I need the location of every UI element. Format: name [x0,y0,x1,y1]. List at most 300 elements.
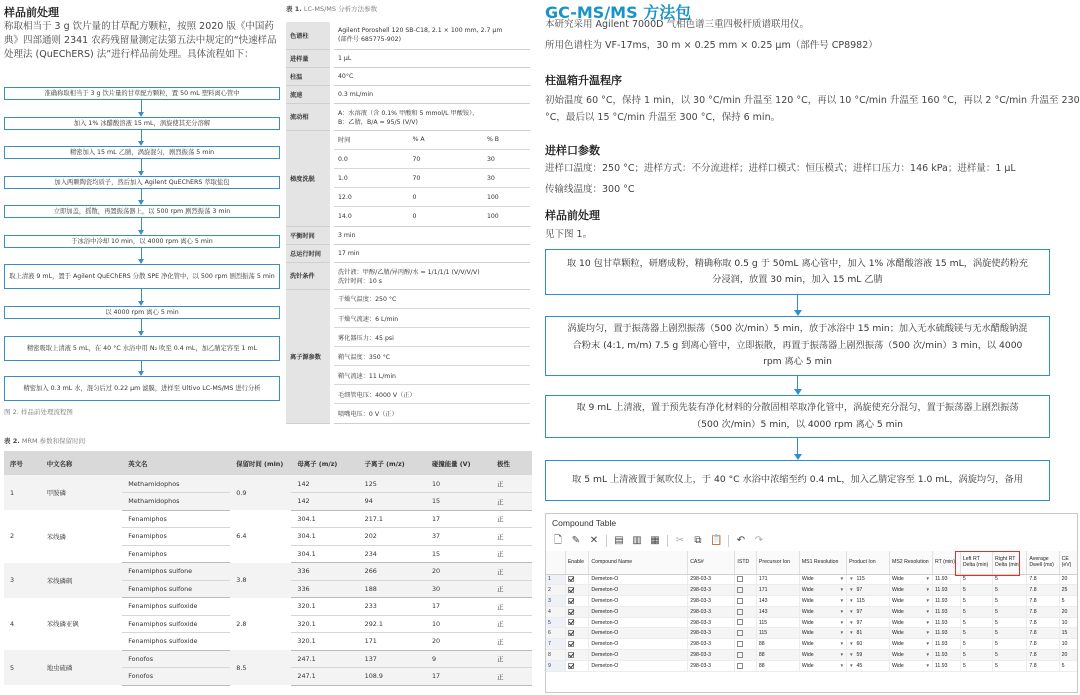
flow-step: 精密加入 15 mL 乙腈，涡旋混匀，剧烈振荡 5 min [4,146,280,159]
flow-step: 以 4000 rpm 离心 5 min [4,306,280,319]
left-rt-delta-cell[interactable]: 5 [960,639,992,650]
ion-source-table [334,290,530,423]
fill-down-icon[interactable]: ▤ [614,535,624,546]
precursor-cell[interactable]: 143 [756,596,799,607]
cut-icon[interactable]: ✂ [675,535,685,546]
row-index: 2 [546,585,565,596]
ce-cell[interactable]: 15 [1059,628,1078,639]
istd-checkbox[interactable] [737,652,743,658]
enable-cell[interactable] [565,639,589,650]
polarity: 正 [491,528,532,546]
compound-name-cell[interactable]: Demeton-O [589,628,688,639]
ms1-resolution-cell[interactable]: Wide ▼ [799,650,846,661]
grid-row[interactable] [546,660,1078,671]
cas-cell[interactable]: 298-03-3 [688,617,735,628]
param-name: 进样量 [286,49,332,67]
istd-checkbox[interactable] [737,641,743,647]
product-ion: 266 [359,563,426,581]
enable-cell[interactable] [565,585,589,596]
ms2-resolution-cell[interactable]: Wide ▼ [890,639,933,650]
ce-cell[interactable]: 5 [1059,660,1078,671]
prep-connector [797,438,798,454]
english-name: Fenamiphos [122,528,230,546]
precursor-cell[interactable]: 171 [756,585,799,596]
istd-checkbox[interactable] [737,619,743,625]
row-number: 2 [4,510,41,563]
table1-row [286,226,530,244]
param-name: 平衡时间 [286,226,332,244]
right-rt-delta-cell[interactable]: 5 [993,617,1027,628]
right-rt-delta-cell[interactable]: 5 [993,639,1027,650]
flow-step: 取上清液 9 mL，置于 Agilent QuEChERS 分散 SPE 净化管中，以 500 rpm 剧烈振荡 5 min [4,264,280,289]
english-name: Fonofos [122,650,230,668]
precursor-cell[interactable]: 171 [756,574,799,585]
english-name: Fenamiphos sulfoxide [122,633,230,651]
cas-cell[interactable]: 298-03-3 [688,650,735,661]
gradient-row [334,188,530,207]
precursor-cell[interactable]: 88 [756,650,799,661]
dropdown-arrow-icon[interactable]: ▼ [925,576,930,582]
grid-column-header[interactable]: RT (min) [932,551,960,574]
product-ion-cell[interactable]: ▼ 97 [847,606,890,617]
ms1-resolution-cell[interactable]: Wide ▼ [799,585,846,596]
dropdown-arrow-icon[interactable]: ▼ [839,619,845,625]
param-value [332,130,530,226]
dropdown-arrow-icon[interactable]: ▼ [849,576,854,582]
rt-cell[interactable]: 11.93 [932,606,960,617]
dwell-cell[interactable]: 7.8 [1027,606,1059,617]
istd-checkbox[interactable] [737,576,743,582]
istd-checkbox[interactable] [737,663,743,669]
ce-cell[interactable]: 20 [1059,650,1078,661]
row-index: 8 [546,650,565,661]
dropdown-arrow-icon[interactable]: ▼ [849,587,854,593]
grid-row[interactable] [546,628,1078,639]
istd-cell[interactable] [735,585,756,596]
rt-cell[interactable]: 11.93 [932,660,960,671]
left-rt-delta-cell[interactable]: 5 [960,628,992,639]
english-name: Fenamiphos [122,510,230,528]
enable-checkbox[interactable] [568,652,574,658]
flow-connector [141,319,142,331]
grid-column-header[interactable]: Precursor Ion [756,551,799,574]
param-name: 洗针条件 [286,262,332,289]
table-row [4,650,532,668]
cas-cell[interactable]: 298-03-3 [688,639,735,650]
compound-name-cell[interactable]: Demeton-O [589,617,688,628]
prep-step: 涡旋均匀，置于振荡器上剧烈振荡（500 次/min）5 min，放于冰浴中 15 min；加入无水硫酸镁与无水醋酸钠混合粉末 (4:1, m/m) 7.5 g 到离心管中，立即振散，再置于振荡器上剧烈振荡（500 次/min）3 min，以 4000 rpm 离心 5 min [545,316,1050,376]
ion-source-cell: 鞘气流速：11 L/min [334,366,530,385]
fill-icon[interactable]: ▦ [650,535,660,546]
grid-row[interactable] [546,596,1078,607]
istd-cell[interactable] [735,628,756,639]
istd-checkbox[interactable] [737,630,743,636]
rt-cell[interactable]: 11.93 [932,628,960,639]
param-value: 洗针液：甲醇/乙腈/异丙醇/水 = 1/1/1/1 (V/V/V/V) 洗针时间：10 s [332,262,530,289]
istd-cell[interactable] [735,596,756,607]
ms1-resolution-cell[interactable]: Wide ▼ [799,574,846,585]
add-row-icon[interactable]: 🗋 [553,535,563,546]
precursor-ion: 320.1 [291,615,358,633]
precursor-ion: 336 [291,580,358,598]
english-name: Methamidophos [122,475,230,493]
dropdown-arrow-icon[interactable]: ▼ [839,597,845,603]
dwell-cell[interactable]: 7.8 [1027,639,1059,650]
precursor-ion: 320.1 [291,633,358,651]
flow-connector [141,189,142,200]
ce-cell[interactable]: 10 [1059,617,1078,628]
gradient-cell: 0 [408,188,482,207]
row-index: 4 [546,606,565,617]
dwell-cell[interactable]: 7.8 [1027,628,1059,639]
column-header: 中文名称 [41,451,123,475]
istd-checkbox[interactable] [737,609,743,615]
oven-program: 初始温度 60 °C，保持 1 min，以 30 °C/min 升温至 120 °C，再以 10 °C/min 升温至 160 °C，再以 2 °C/min 升温至 230 °C，最后以 15 °C/min 升温至 300 °C，保持 6 min。 [545,95,1080,123]
right-rt-delta-cell[interactable]: 5 [993,660,1027,671]
dropdown-arrow-icon[interactable]: ▼ [925,619,930,625]
prep-step: 取 10 包甘草颗粒，研磨成粉，精确称取 0.5 g 于 50mL 离心管中，加入 1% 冰醋酸溶液 15 mL，涡旋使药粉充分浸润，放置 30 min，加入 15 mL 乙腈 [545,249,1050,295]
flow-connector [141,218,142,230]
fill-up-icon[interactable]: ▥ [632,535,642,546]
product-ion-cell[interactable]: ▼ 97 [847,585,890,596]
dropdown-arrow-icon[interactable]: ▼ [839,651,845,657]
flow-step: 于冰浴中冷却 10 min，以 4000 rpm 离心 5 min [4,235,280,248]
enable-checkbox[interactable] [568,641,574,647]
precursor-ion: 247.1 [291,668,358,686]
ce-cell[interactable]: 10 [1059,639,1078,650]
ms1-resolution-cell[interactable]: Wide ▼ [799,628,846,639]
enable-cell[interactable] [565,650,589,661]
dropdown-arrow-icon[interactable]: ▼ [849,641,854,647]
precursor-cell[interactable]: 88 [756,660,799,671]
rt-cell[interactable]: 11.93 [932,639,960,650]
table1-row [286,103,530,130]
english-name: Fenamiphos sulfoxide [122,598,230,616]
ms2-resolution-cell[interactable]: Wide ▼ [890,574,933,585]
flow-step: 加入两颗陶瓷均质子，然后加入 Agilent QuEChERS 萃取盐包 [4,176,280,189]
istd-checkbox[interactable] [737,587,743,593]
ms1-resolution-cell[interactable]: Wide ▼ [799,660,846,671]
dropdown-arrow-icon[interactable]: ▼ [925,662,930,668]
cas-cell[interactable]: 298-03-3 [688,628,735,639]
left-rt-delta-cell[interactable]: 5 [960,585,992,596]
product-ion-cell[interactable]: ▼ 59 [847,650,890,661]
enable-checkbox[interactable] [568,663,574,669]
enable-cell[interactable] [565,574,589,585]
dwell-cell[interactable]: 7.8 [1027,585,1059,596]
istd-checkbox[interactable] [737,598,743,604]
enable-checkbox[interactable] [568,630,574,636]
retention-time: 2.8 [230,598,291,651]
ms1-resolution-cell[interactable]: Wide ▼ [799,596,846,607]
english-name: Fenamiphos sulfoxide [122,615,230,633]
dwell-cell[interactable]: 7.8 [1027,596,1059,607]
retention-time: 6.4 [230,510,291,563]
grid-column-header[interactable] [546,551,565,574]
param-value: 1 μL [332,49,530,67]
enable-checkbox[interactable] [568,619,574,625]
ms1-resolution-cell[interactable]: Wide ▼ [799,639,846,650]
polarity: 正 [491,510,532,528]
cas-cell[interactable]: 298-03-3 [688,585,735,596]
right-rt-delta-cell[interactable]: 5 [993,650,1027,661]
ion-source-cell: 鞘气温度：350 °C [334,347,530,366]
chinese-name: 苯线磷砜 [41,563,123,598]
compound-name-cell[interactable]: Demeton-O [589,650,688,661]
left-rt-delta-cell[interactable]: 5 [960,574,992,585]
grid-column-header[interactable]: MS1 Resolution [799,551,846,574]
ms2-resolution-cell[interactable]: Wide ▼ [890,660,933,671]
param-name: 梯度洗脱 [286,130,332,226]
dropdown-arrow-icon[interactable]: ▼ [839,641,845,647]
polarity: 正 [491,598,532,616]
ce-cell[interactable]: 20 [1059,606,1078,617]
grid-column-header[interactable]: MS2 Resolution [890,551,933,574]
dropdown-arrow-icon[interactable]: ▼ [849,651,854,657]
precursor-cell[interactable]: 115 [756,628,799,639]
istd-cell[interactable] [735,617,756,628]
enable-cell[interactable] [565,596,589,607]
dwell-cell[interactable]: 7.8 [1027,650,1059,661]
left-rt-delta-cell[interactable]: 5 [960,650,992,661]
english-name: Fenamiphos sulfone [122,580,230,598]
right-rt-delta-cell[interactable]: 5 [993,606,1027,617]
dropdown-arrow-icon[interactable]: ▼ [839,662,845,668]
compound-name-cell[interactable]: Demeton-O [589,660,688,671]
ms2-resolution-cell[interactable]: Wide ▼ [890,585,933,596]
product-ion-cell[interactable]: ▼ 115 [847,574,890,585]
english-name: Fenamiphos sulfone [122,563,230,581]
enable-checkbox[interactable] [568,598,574,604]
precursor-ion: 142 [291,475,358,493]
istd-cell[interactable] [735,606,756,617]
ion-source-cell: 毛细管电压：4000 V（正） [334,385,530,404]
enable-checkbox[interactable] [568,576,574,582]
param-name: 流动相 [286,103,332,130]
dropdown-arrow-icon[interactable]: ▼ [839,576,845,582]
right-rt-delta-cell[interactable]: 5 [993,574,1027,585]
product-ion-cell[interactable]: ▼ 97 [847,617,890,628]
copy-icon[interactable]: ⧉ [694,535,702,546]
left-rt-delta-cell[interactable]: 5 [960,596,992,607]
ce-cell[interactable]: 5 [1059,596,1078,607]
param-value: 17 min [332,244,530,262]
product-ion-cell[interactable]: ▼ 60 [847,639,890,650]
dropdown-arrow-icon[interactable]: ▼ [849,608,854,614]
precursor-cell[interactable]: 115 [756,617,799,628]
collision-energy: 20 [426,633,491,651]
grid-row[interactable] [546,639,1078,650]
enable-checkbox[interactable] [568,587,574,593]
delete-icon[interactable]: ✕ [589,535,599,546]
ms2-resolution-cell[interactable]: Wide ▼ [890,606,933,617]
product-ion-cell[interactable]: ▼ 45 [847,660,890,671]
istd-cell[interactable] [735,574,756,585]
grid-column-header[interactable]: Product Ion [847,551,890,574]
grid-row[interactable] [546,585,1078,596]
precursor-ion: 320.1 [291,598,358,616]
dwell-cell[interactable]: 7.8 [1027,660,1059,671]
product-ion-cell[interactable]: ▼ 115 [847,596,890,607]
rt-cell[interactable]: 11.93 [932,596,960,607]
english-name: Fonofos [122,668,230,686]
left-rt-delta-cell[interactable]: 5 [960,660,992,671]
dropdown-arrow-icon[interactable]: ▼ [925,641,930,647]
ms2-resolution-cell[interactable]: Wide ▼ [890,628,933,639]
polarity: 正 [491,475,532,493]
ms1-resolution-cell[interactable]: Wide ▼ [799,606,846,617]
grid-column-header[interactable]: Average Dwell (ms) [1027,551,1059,574]
rt-cell[interactable]: 11.93 [932,585,960,596]
inlet-heading: 进样口参数 [545,144,600,157]
row-index: 1 [546,574,565,585]
ce-cell[interactable]: 20 [1059,574,1078,585]
dropdown-arrow-icon[interactable]: ▼ [839,587,845,593]
precursor-cell[interactable]: 88 [756,639,799,650]
edit-icon[interactable]: ✎ [571,535,581,546]
enable-cell[interactable] [565,628,589,639]
rt-cell[interactable]: 11.93 [932,574,960,585]
table1-row [286,85,530,103]
precursor-ion: 336 [291,563,358,581]
flow-connector [141,159,142,171]
dropdown-arrow-icon[interactable]: ▼ [925,651,930,657]
left-rt-delta-cell[interactable]: 5 [960,617,992,628]
istd-cell[interactable] [735,660,756,671]
chinese-name: 苯线磷 [41,510,123,563]
column-header: 保留时间 (min) [230,451,291,475]
table1-caption-text: LC-MS/MS 分析方法参数 [303,5,378,13]
gcms-title: GC-MS/MS 方法包 [545,3,692,22]
ms2-resolution-cell[interactable]: Wide ▼ [890,596,933,607]
left-rt-delta-cell[interactable]: 5 [960,606,992,617]
param-name: 离子源参数 [286,289,332,423]
dropdown-arrow-icon[interactable]: ▼ [849,619,854,625]
gradient-row [334,131,530,150]
cas-cell[interactable]: 298-03-3 [688,660,735,671]
gradient-cell: 70 [408,169,482,188]
dropdown-arrow-icon[interactable]: ▼ [839,608,845,614]
prep-step: 取 9 mL 上清液，置于预先装有净化材料的分散固相萃取净化管中，涡旋使充分混匀，置于振荡器上剧烈振荡（500 次/min）5 min，以 4000 rpm 离心 5 min [545,395,1050,438]
product-ion: 292.1 [359,615,426,633]
compound-name-cell[interactable]: Demeton-O [589,639,688,650]
paste-icon[interactable]: 📋 [710,535,723,546]
product-ion-cell[interactable]: ▼ 81 [847,628,890,639]
table1-row [286,49,530,67]
collision-energy: 10 [426,615,491,633]
dropdown-arrow-icon[interactable]: ▼ [849,630,854,636]
collision-energy: 17 [426,668,491,686]
grid-column-header[interactable]: Compound Name [589,551,688,574]
prep-connector [797,295,798,310]
mrm-table [4,451,532,686]
ms1-resolution-cell[interactable]: Wide ▼ [799,617,846,628]
enable-cell[interactable] [565,617,589,628]
table1-caption [286,4,377,13]
flow-step: 准确称取相当于 3 g 饮片量的甘草配方颗粒，置 50 mL 塑料离心管中 [4,87,280,100]
compound-name-cell[interactable]: Demeton-O [589,596,688,607]
table2-caption-text: MRM 参数和保留时间 [21,437,86,445]
dwell-cell[interactable]: 7.8 [1027,574,1059,585]
grid-column-header[interactable]: CAS# [688,551,735,574]
compound-name-cell[interactable]: Demeton-O [589,585,688,596]
grid-row[interactable] [546,606,1078,617]
enable-cell[interactable] [565,660,589,671]
enable-checkbox[interactable] [568,609,574,615]
enable-cell[interactable] [565,606,589,617]
product-ion: 188 [359,580,426,598]
ion-source-cell: 干燥气温度：250 °C [334,290,530,309]
ce-cell[interactable]: 25 [1059,585,1078,596]
table1-row [286,67,530,85]
precursor-cell[interactable]: 143 [756,606,799,617]
right-rt-delta-cell[interactable]: 5 [993,596,1027,607]
flow-connector [141,130,142,141]
compound-name-cell[interactable]: Demeton-O [589,574,688,585]
compound-name-cell[interactable]: Demeton-O [589,606,688,617]
compound-table-title: Compound Table [552,518,617,528]
grid-column-header[interactable]: Right RT Delta (min) [993,551,1027,574]
dropdown-arrow-icon[interactable]: ▼ [925,630,930,636]
cas-cell[interactable]: 298-03-3 [688,574,735,585]
product-ion: 202 [359,528,426,546]
dropdown-arrow-icon[interactable]: ▼ [925,587,930,593]
rt-cell[interactable]: 11.93 [932,617,960,628]
param-name: 流速 [286,85,332,103]
transfer-line: 传输线温度：300 °C [545,184,635,195]
right-rt-delta-cell[interactable]: 5 [993,585,1027,596]
column-header: 母离子 (m/z) [291,451,358,475]
grid-column-header[interactable]: ISTD [735,551,756,574]
column-header: 碰撞能量 (V) [426,451,491,475]
table-row [4,598,532,616]
istd-cell[interactable] [735,639,756,650]
redo-icon[interactable]: ↷ [754,535,764,546]
undo-icon[interactable]: ↶ [736,535,746,546]
ms2-resolution-cell[interactable]: Wide ▼ [890,617,933,628]
grid-row[interactable] [546,617,1078,628]
grid-row[interactable] [546,650,1078,661]
right-rt-delta-cell[interactable]: 5 [993,628,1027,639]
grid-column-header[interactable]: Left RT Delta (min) [960,551,992,574]
flow-connector [141,248,142,259]
dwell-cell[interactable]: 7.8 [1027,617,1059,628]
cas-cell[interactable]: 298-03-3 [688,596,735,607]
dropdown-arrow-icon[interactable]: ▼ [925,597,930,603]
dropdown-arrow-icon[interactable]: ▼ [849,662,854,668]
rt-cell[interactable]: 11.93 [932,650,960,661]
grid-column-header[interactable]: Enable [565,551,589,574]
ms2-resolution-cell[interactable]: Wide ▼ [890,650,933,661]
table1-caption-label: 表 1. [286,5,302,13]
dropdown-arrow-icon[interactable]: ▼ [839,630,845,636]
param-value: A：水溶液（含 0.1% 甲酸和 5 mmol/L 甲酸铵）， B：乙腈，B/A = 95/5 (V/V) [332,103,530,130]
precursor-ion: 304.1 [291,545,358,563]
toolbar-divider [606,535,607,547]
gradient-cell: 时间 [334,131,408,150]
dropdown-arrow-icon[interactable]: ▼ [849,597,854,603]
dropdown-arrow-icon[interactable]: ▼ [925,608,930,614]
polarity: 正 [491,615,532,633]
ion-source-row [334,309,530,328]
gradient-cell: 1.0 [334,169,408,188]
gradient-cell: 30 [483,169,530,188]
table2-header [4,451,532,475]
cas-cell[interactable]: 298-03-3 [688,606,735,617]
grid-column-header[interactable]: CE (eV) [1059,551,1078,574]
gcms-intro-1: 本研究采用 Agilent 7000D 气相色谱三重四极杆质谱联用仪。 [545,19,809,30]
istd-cell[interactable] [735,650,756,661]
